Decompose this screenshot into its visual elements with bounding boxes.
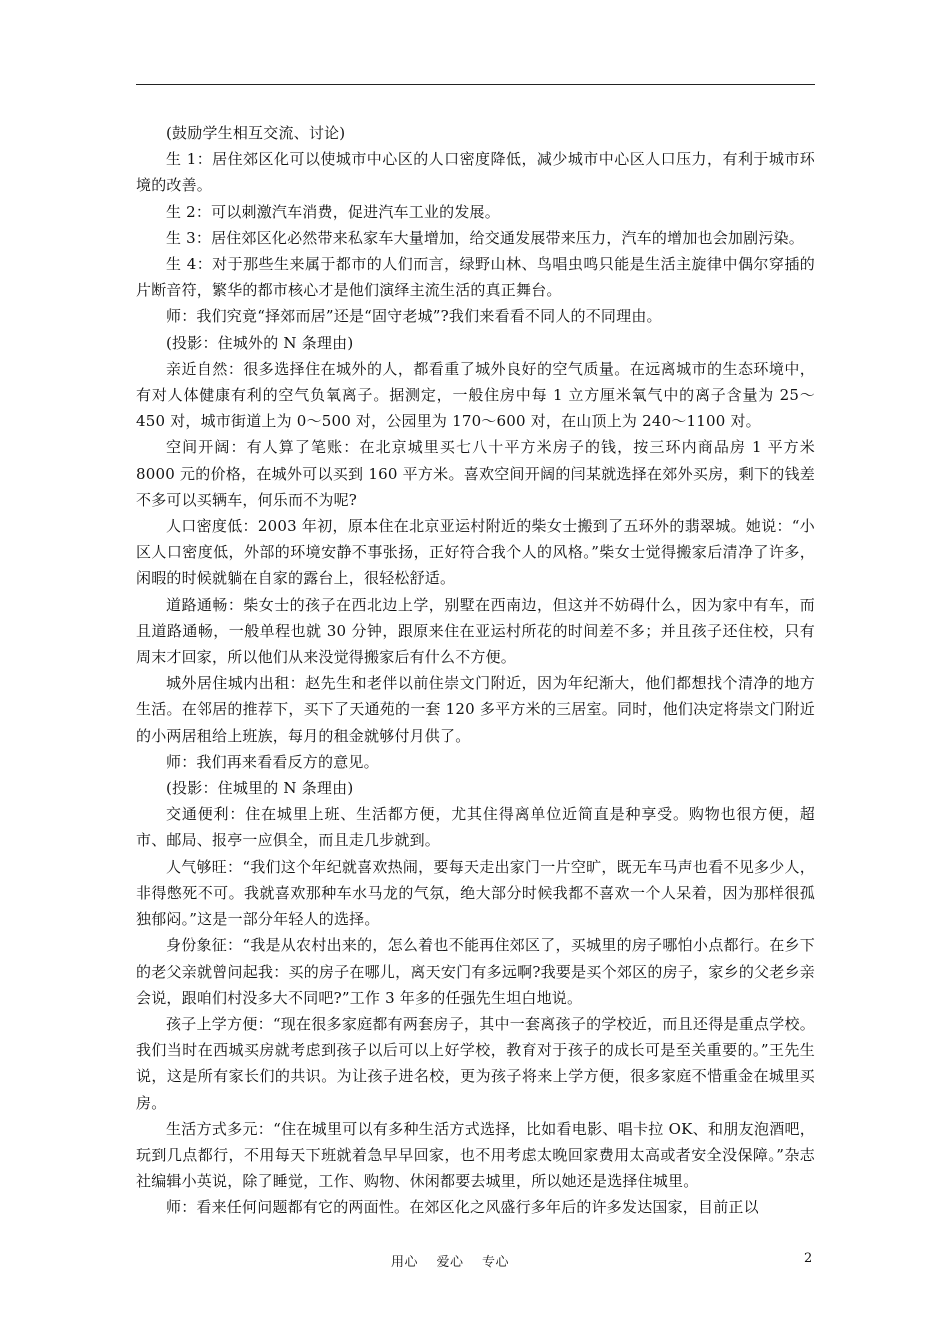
paragraph: 孩子上学方便：“现在很多家庭都有两套房子，其中一套离孩子的学校近，而且还得是重点学校。我们当时在西城买房就考虑到孩子以后可以上好学校，教育对于孩子的成长可是至关重要的。”王先生说，这是所有家长们的共识。为让孩子进名校，更为孩子将来上学方便，很多家庭不惜重金在城里买房。	[136, 1014, 815, 1112]
paragraph: 生 4：对于那些生来属于都市的人们而言，绿野山林、鸟唱虫鸣只能是生活主旋律中偶尔穿插的片断音符，繁华的都市核心才是他们演绎主流生活的真正舞台。	[136, 255, 815, 300]
paragraph: 生 1：居住郊区化可以使城市中心区的人口密度降低，减少城市中心区人口压力，有利于城市环境的改善。	[136, 150, 815, 195]
paragraph: 亲近自然：很多选择住在城外的人，都看重了城外良好的空气质量。在远离城市的生态环境中，有对人体健康有利的空气负氧离子。据测定，一般住房中每 1 立方厘米氧气中的离子含量为 25～450 对，城市街道上为 0～500 对，公园里为 170～600 对，在山顶上为 240～1100 对。	[136, 359, 815, 431]
header-rule	[136, 84, 815, 85]
paragraph: (鼓励学生相互交流、讨论)	[166, 124, 346, 142]
document-body	[136, 120, 815, 1221]
paragraph: 生 3：居住郊区化必然带来私家车大量增加，给交通发展带来压力，汽车的增加也会加剧污染。	[166, 228, 804, 247]
paragraph: (投影：住城里的 N 条理由)	[166, 779, 354, 798]
paragraph: 师：我们再来看看反方的意见。	[166, 752, 379, 771]
paragraph: 道路通畅：柴女士的孩子在西北边上学，别墅在西南边，但这并不妨碍什么，因为家中有车，而且道路通畅，一般单程也就 30 分钟，跟原来住在亚运村所花的时间差不多；并且孩子还住校，只有周末才回家，所以他们从来没觉得搬家后有什么不方便。	[136, 595, 815, 667]
paragraph: 交通便利：住在城里上班、生活都方便，尤其住得离单位近简直是种享受。购物也很方便，超市、邮局、报亭一应俱全，而且走几步就到。	[136, 805, 815, 850]
paragraph: 生活方式多元：“住在城里可以有多种生活方式选择，比如看电影、唱卡拉 OK、和朋友泡酒吧，玩到几点都行，不用每天下班就着急早早回家，也不用考虑太晚回家费用太高或者安全没保障。”杂志社编辑小英说，除了睡觉，工作、购物、休闲都要去城里，所以她还是选择住城里。	[136, 1119, 815, 1191]
paragraph: 空间开阔：有人算了笔账：在北京城里买七八十平方米房子的钱，按三环内商品房 1 平方米 8000 元的价格，在城外可以买到 160 平方米。喜欢空间开阔的闫某就选择在郊外买房，剩下的钱差不多可以买辆车，何乐而不为呢?	[136, 438, 815, 509]
paragraph: 师：我们究竟“择郊而居”还是“固守老城”?我们来看看不同人的不同理由。	[166, 307, 662, 326]
page-footer	[0, 1251, 950, 1273]
paragraph: 城外居住城内出租：赵先生和老伴以前住崇文门附近，因为年纪渐大，他们都想找个清净的地方生活。在邻居的推荐下，买下了天通苑的一套 120 多平方米的三居室。同时，他们决定将崇文门附近的小两居租给上班族，每月的租金就够付月供了。	[136, 674, 815, 745]
page-number: 2	[804, 1251, 813, 1266]
paragraph: 身份象征：“我是从农村出来的，怎么着也不能再住郊区了，买城里的房子哪怕小点都行。在乡下的老父亲就曾问起我：买的房子在哪儿，离天安门有多远啊?我要是买个郊区的房子，家乡的父老乡亲会说，跟咱们村没多大不同吧?”工作 3 年多的任强先生坦白地说。	[136, 936, 815, 1007]
paragraph: 人气够旺：“我们这个年纪就喜欢热闹，要每天走出家门一片空旷，既无车马声也看不见多少人，非得憋死不可。我就喜欢那种车水马龙的气氛，绝大部分时候我都不喜欢一个人呆着，因为那样很孤独郁闷。”这是一部分年轻人的选择。	[136, 857, 815, 929]
paragraph: (投影：住城外的 N 条理由)	[166, 333, 354, 352]
footer-motto: 用心 爱心 专心	[391, 1255, 510, 1270]
paragraph: 生 2：可以刺激汽车消费，促进汽车工业的发展。	[166, 202, 500, 221]
paragraph: 人口密度低：2003 年初，原本住在北京亚运村附近的柴女士搬到了五环外的翡翠城。她说：“小区人口密度低，外部的环境安静不事张扬，正好符合我个人的风格。”柴女士觉得搬家后清净了许多，闲暇的时候就躺在自家的露台上，很轻松舒适。	[136, 517, 815, 588]
paragraph: 师：看来任何问题都有它的两面性。在郊区化之风盛行多年后的许多发达国家，目前正以	[166, 1198, 759, 1217]
